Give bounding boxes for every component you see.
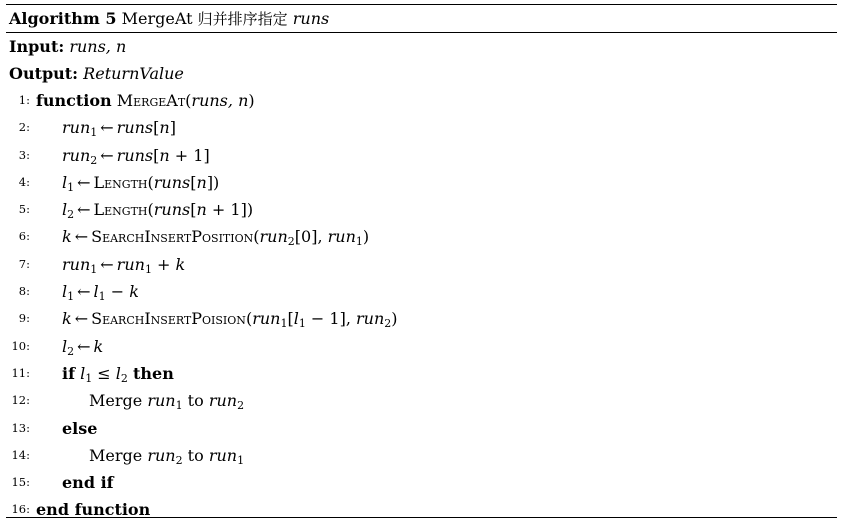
line-number: 10:	[11, 338, 30, 353]
code-text: $l_1$ ← Length(runs[n])	[62, 172, 220, 194]
line-number: 12:	[11, 393, 30, 408]
code-line	[6, 114, 837, 141]
code-text: Merge run$_1$ to run$_2$	[89, 391, 245, 413]
code-line	[6, 305, 837, 332]
code-text: $l_2$ ← k	[62, 336, 104, 358]
line-number: 16:	[11, 502, 30, 517]
input-value: runs, n	[69, 37, 127, 56]
code-text: $l_2$ ← Length(runs[n + 1])	[62, 200, 254, 222]
code-line	[6, 142, 837, 169]
code-line	[6, 496, 837, 523]
line-number: 14:	[11, 447, 30, 462]
output-line	[6, 60, 837, 87]
code-text: else	[62, 418, 98, 438]
line-number: 8:	[18, 284, 30, 299]
code-line	[6, 469, 837, 496]
line-number: 2:	[18, 120, 30, 135]
line-number: 11:	[11, 365, 30, 380]
input-label: Input:	[9, 37, 65, 56]
code-line	[6, 278, 837, 305]
code-text: Merge run$_2$ to run$_1$	[89, 445, 245, 467]
code-text: end function	[36, 500, 151, 520]
code-text: function MergeAt(runs, n)	[36, 91, 255, 110]
code-text: run$_2$ ← runs[n + 1]	[62, 145, 210, 167]
line-number: 13:	[11, 420, 30, 435]
caption-arg: runs	[292, 9, 330, 28]
output-label: Output:	[9, 64, 79, 83]
line-number: 3:	[18, 147, 30, 162]
code-line	[6, 333, 837, 360]
algorithm-block	[6, 4, 837, 524]
code-line	[6, 169, 837, 196]
caption-label: Algorithm 5	[9, 9, 117, 28]
line-number: 5:	[18, 202, 30, 217]
code-line	[6, 360, 837, 387]
line-number: 15:	[11, 475, 30, 490]
line-number: 6:	[18, 229, 30, 244]
code-line	[6, 87, 837, 114]
code-text: k ← SearchInsertPosition(run$_2$[0], run$_1$)	[62, 227, 370, 249]
code-text: end if	[62, 473, 114, 493]
line-number: 1:	[18, 93, 30, 107]
code-text: run$_1$ ← run$_1$ + k	[62, 254, 186, 276]
code-line	[6, 251, 837, 278]
code-text: $l_1$ ← $l_1 - k$	[62, 282, 139, 304]
code-line	[6, 442, 837, 469]
code-line	[6, 196, 837, 223]
output-value: ReturnValue	[83, 64, 184, 83]
code-line	[6, 387, 837, 414]
code-line	[6, 223, 837, 250]
code-text: k ← $SearchInsertPoision(run_1[l_1 - 1]$, run$_2$)	[62, 309, 398, 331]
code-text: run$_1$ ← runs[n]	[62, 118, 176, 140]
code-line	[6, 415, 837, 442]
algorithm-caption	[6, 5, 837, 32]
line-number: 7:	[18, 256, 30, 271]
line-number: 4:	[18, 174, 30, 189]
input-line	[6, 33, 837, 60]
bottom-rule	[6, 517, 837, 518]
caption-name: MergeAt	[121, 9, 193, 28]
code-text: if $l_1 \le l_2$ then	[62, 363, 174, 385]
line-number: 9:	[18, 311, 30, 326]
caption-chinese: 归并排序指定	[197, 10, 288, 28]
